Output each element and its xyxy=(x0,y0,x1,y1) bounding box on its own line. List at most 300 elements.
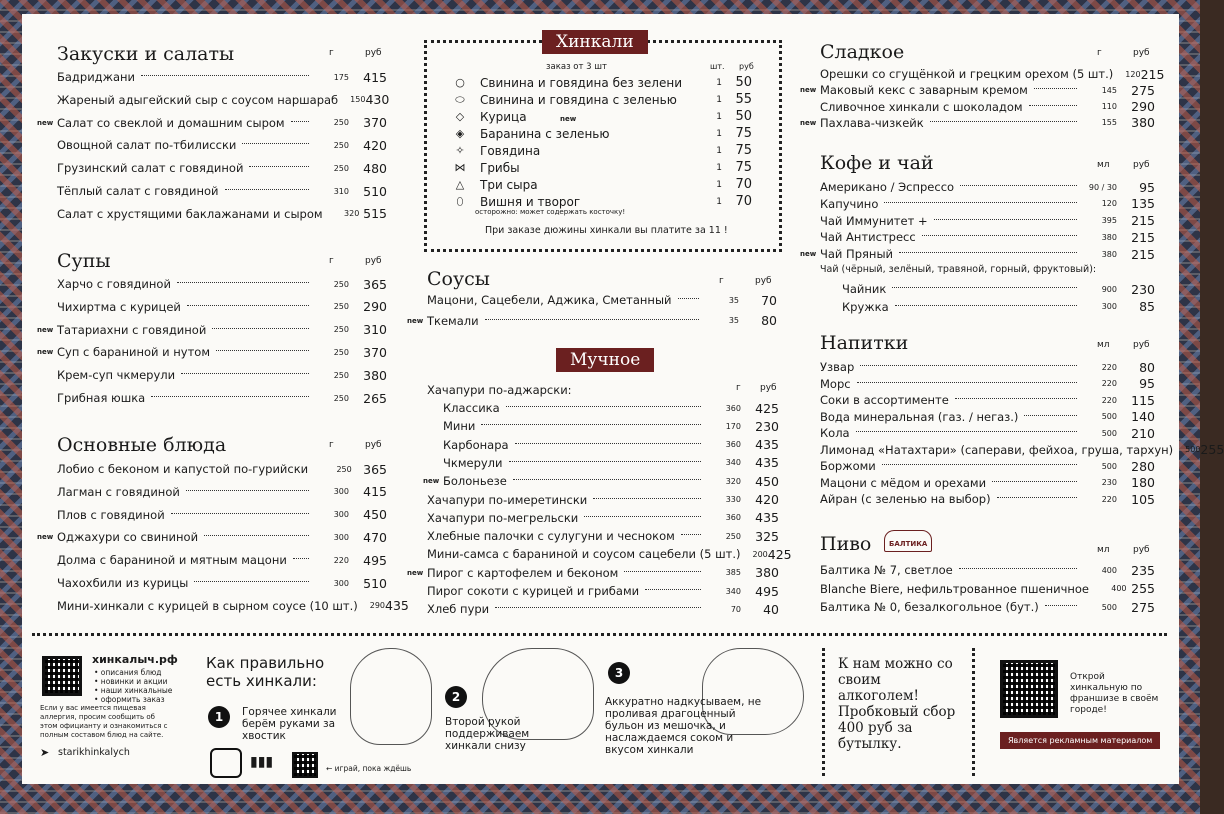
item-name: Три сыра xyxy=(480,177,538,192)
new-badge: new xyxy=(800,118,817,127)
item-weight: 220 xyxy=(1101,362,1117,372)
item-price: 435 xyxy=(755,510,779,526)
item-weight: 175 xyxy=(333,72,349,82)
item-weight: 220 xyxy=(1101,395,1117,405)
item-weight: 120 xyxy=(1101,199,1117,209)
new-badge: new xyxy=(37,348,54,357)
khinkali-shape-icon: ✧ xyxy=(455,144,465,157)
khinkali-warning: осторожно: может содержать косточку! xyxy=(475,208,626,216)
item-price: 70 xyxy=(735,177,752,192)
item-qty: 1 xyxy=(716,145,722,156)
item-name: Баранина с зеленью xyxy=(480,126,610,141)
game-note: ← играй, пока ждёшь xyxy=(326,764,412,773)
item-name: Суп с бараниной и нутом xyxy=(57,345,211,360)
item-name: Кола xyxy=(820,426,850,440)
item-weight: 395 xyxy=(1101,216,1117,226)
item-price: 85 xyxy=(1139,299,1155,314)
item-price: 365 xyxy=(363,276,387,292)
sousy-title: Соусы xyxy=(427,268,490,290)
dot-leader xyxy=(485,318,699,320)
dot-leader xyxy=(922,234,1077,236)
sousy-item xyxy=(427,291,777,309)
item-name: Соки в ассортименте xyxy=(820,393,949,407)
item-price: 480 xyxy=(363,160,387,176)
item-weight: 110 xyxy=(1101,102,1117,112)
item-price: 435 xyxy=(385,598,409,614)
item-weight: 250 xyxy=(333,325,349,335)
unit-label: г xyxy=(329,48,334,58)
muchnoe-sub-item xyxy=(443,417,779,435)
item-price: 290 xyxy=(363,299,387,315)
item-name: Болоньезе xyxy=(443,474,507,489)
item-price: 425 xyxy=(767,546,792,562)
item-price: 80 xyxy=(761,313,777,328)
item-price: 510 xyxy=(363,575,387,591)
item-price: 75 xyxy=(735,160,752,175)
ad-disclaimer: Является рекламным материалом xyxy=(1000,732,1160,749)
item-price: 210 xyxy=(1131,425,1155,441)
tea-note: Чай (чёрный, зелёный, травяной, горный, фруктовый): xyxy=(820,263,1097,275)
item-weight: 230 xyxy=(1101,478,1117,487)
item-weight: 220 xyxy=(333,555,349,565)
kofe-item xyxy=(820,195,1155,213)
dot-leader xyxy=(181,372,309,374)
unit-label: мл xyxy=(1097,545,1110,555)
dot-leader xyxy=(194,580,309,582)
item-name: Ткемали xyxy=(427,313,479,328)
new-badge: new xyxy=(37,118,54,127)
zakuski-item xyxy=(57,68,387,86)
dot-leader xyxy=(899,251,1077,253)
item-weight: 300 xyxy=(333,532,349,542)
site-feature-item: • новинки и акции xyxy=(94,677,168,686)
tea-item xyxy=(842,298,1155,316)
item-weight: 300 xyxy=(333,578,349,588)
item-price: 430 xyxy=(365,92,390,108)
dot-leader xyxy=(1034,87,1077,89)
item-weight: 90 / 30 xyxy=(1088,182,1117,192)
item-name: Мини-самса с бараниной и соусом сацебели (5 шт.) xyxy=(427,547,741,562)
dot-leader xyxy=(495,606,701,608)
item-name: Хлеб пури xyxy=(427,602,490,617)
dot-leader xyxy=(509,460,701,462)
unit-label: руб xyxy=(1133,340,1150,350)
item-name: Балтика № 0, безалкогольное (бут.) xyxy=(820,600,1039,614)
khinkali-shape-icon: △ xyxy=(455,178,465,191)
item-price: 415 xyxy=(363,484,387,500)
dot-leader xyxy=(1024,414,1077,416)
khinkali-item xyxy=(452,74,752,91)
muchnoe-sub-item xyxy=(443,472,779,490)
step-3-badge: 3 xyxy=(608,662,630,684)
item-name: Хачапури по-мегрельски xyxy=(427,510,579,525)
item-name: Говядина xyxy=(480,143,541,158)
zakuski-item xyxy=(57,114,387,132)
item-price: 495 xyxy=(755,583,779,599)
dot-leader xyxy=(1045,604,1077,606)
dot-leader xyxy=(1029,104,1077,106)
unit-label: руб xyxy=(365,48,382,58)
item-price: 325 xyxy=(755,528,779,544)
how-to-eat-title: Как правильно есть хинкали: xyxy=(206,654,325,690)
kofe-item xyxy=(820,212,1155,230)
sladkoe-item xyxy=(820,114,1155,132)
item-qty: 1 xyxy=(716,111,722,122)
item-name: Мини-хинкали с курицей в сырном соусе (10 шт.) xyxy=(57,598,358,613)
item-weight: 300 xyxy=(333,487,349,497)
item-price: 215 xyxy=(1131,229,1155,245)
item-weight: 310 xyxy=(333,186,349,196)
item-weight: 250 xyxy=(333,347,349,357)
dot-leader xyxy=(177,281,309,283)
item-weight: 500 xyxy=(1185,445,1201,454)
muchnoe-title: Мучное xyxy=(556,348,654,372)
item-weight: 340 xyxy=(725,586,741,596)
osnovnye-item xyxy=(57,483,387,501)
item-price: 255 xyxy=(1131,581,1155,596)
khinkali-title: Хинкали xyxy=(542,30,648,54)
muchnoe-item xyxy=(427,545,792,563)
khinkali-item xyxy=(452,91,752,108)
item-price: 215 xyxy=(1131,213,1155,229)
dot-leader xyxy=(960,184,1077,186)
dot-leader xyxy=(930,120,1077,122)
item-name: Харчо с говядиной xyxy=(57,277,171,291)
new-badge: new xyxy=(407,316,424,325)
item-weight: 900 xyxy=(1101,284,1117,294)
item-weight: 320 xyxy=(725,476,741,486)
item-name: Тёплый салат с говядиной xyxy=(57,184,219,198)
baltika-logo: БАЛТИКА xyxy=(884,530,932,552)
osnovnye-item xyxy=(57,574,387,592)
dot-leader xyxy=(249,165,309,167)
dot-leader xyxy=(895,304,1077,306)
item-price: 450 xyxy=(755,473,779,489)
item-price: 180 xyxy=(1131,475,1155,490)
zakuski-item xyxy=(57,136,387,154)
item-weight: 290 xyxy=(369,601,386,611)
item-price: 75 xyxy=(735,143,752,158)
item-price: 135 xyxy=(1131,196,1155,212)
game-qr-code[interactable] xyxy=(292,752,318,778)
item-weight: 70 xyxy=(730,604,741,614)
item-name: Чихиртма с курицей xyxy=(57,299,181,314)
item-price: 275 xyxy=(1131,599,1155,615)
pivo-title: Пиво xyxy=(820,533,872,555)
dot-leader xyxy=(515,442,701,444)
item-weight: 250 xyxy=(333,302,349,312)
khinkali-shape-icon: ◇ xyxy=(455,110,465,123)
supy-item xyxy=(57,343,387,361)
item-name: Свинина и говядина без зелени xyxy=(480,75,683,90)
item-qty: 1 xyxy=(716,162,722,173)
napitki-item xyxy=(820,490,1155,508)
item-name: Лимонад «Натахтари» (саперави, фейхоа, груша, тархун) xyxy=(820,442,1174,457)
kofe-item xyxy=(820,178,1155,196)
item-price: 420 xyxy=(363,137,387,153)
new-badge: new xyxy=(423,477,440,486)
item-price: 265 xyxy=(363,390,387,406)
dot-leader xyxy=(955,397,1077,399)
item-weight: 145 xyxy=(1101,85,1117,95)
sladkoe-item xyxy=(820,81,1155,99)
telegram-link[interactable]: starikhinkalych xyxy=(58,747,130,758)
khinkali-shape-icon: ⬭ xyxy=(455,92,465,106)
supy-title: Супы xyxy=(57,250,111,272)
khinkali-item xyxy=(452,159,752,176)
dot-leader xyxy=(997,496,1077,498)
supy-item xyxy=(57,321,387,339)
item-name: Вода минеральная (газ. / негаз.) xyxy=(820,409,1019,424)
dot-leader xyxy=(857,381,1077,383)
dot-leader xyxy=(884,201,1077,203)
muchnoe-item xyxy=(427,491,779,509)
item-name: Чкмерули xyxy=(443,455,503,470)
dot-leader xyxy=(678,297,700,299)
napitki-title: Напитки xyxy=(820,332,909,354)
item-name: Вишня и творог xyxy=(480,194,581,209)
site-link[interactable]: хинкалыч.рф xyxy=(92,653,178,666)
item-weight: 170 xyxy=(725,421,741,431)
osnovnye-item xyxy=(57,460,387,478)
dot-leader xyxy=(187,304,309,306)
item-name: Балтика № 7, светлое xyxy=(820,563,953,577)
item-name: Крем-суп чкмерули xyxy=(57,368,176,383)
item-weight: 340 xyxy=(725,458,741,468)
item-price: 55 xyxy=(735,92,752,107)
item-weight: 220 xyxy=(1101,494,1117,504)
dot-leader xyxy=(481,423,701,425)
item-price: 290 xyxy=(1131,99,1155,115)
new-badge: new xyxy=(37,533,54,542)
item-name: Чахохбили из курицы xyxy=(57,576,189,590)
item-weight: 500 xyxy=(1101,461,1117,471)
zakuski-item xyxy=(57,205,387,223)
osnovnye-item xyxy=(57,597,409,615)
napitki-item xyxy=(820,408,1155,426)
napitki-item xyxy=(820,424,1155,442)
item-price: 230 xyxy=(1131,281,1155,297)
dot-leader xyxy=(293,557,309,559)
item-price: 425 xyxy=(755,400,779,416)
item-weight: 385 xyxy=(725,568,741,578)
item-name: Салат со свеклой и домашним сыром xyxy=(57,115,285,130)
step-3-text: Аккуратно надкусываем, не проливая драгоценный бульон из мешочка, и наслаждаемся соком и вкусом хинкали xyxy=(605,696,762,756)
item-price: 80 xyxy=(1139,359,1155,375)
item-weight: 300 xyxy=(1101,302,1117,311)
item-weight: 300 xyxy=(333,510,349,520)
item-price: 450 xyxy=(363,507,387,523)
item-price: 380 xyxy=(755,565,779,581)
item-price: 365 xyxy=(363,461,387,477)
supy-item xyxy=(57,298,387,316)
robot-icon xyxy=(210,748,242,778)
item-price: 470 xyxy=(363,529,387,545)
item-weight: 500 xyxy=(1101,428,1117,438)
item-weight: 320 xyxy=(344,209,360,219)
khinkali-item xyxy=(452,142,752,159)
item-name: Чай Антистресс xyxy=(820,230,916,245)
item-weight: 155 xyxy=(1101,118,1117,128)
item-price: 255 xyxy=(1200,442,1224,457)
dot-leader xyxy=(513,478,701,480)
pivo-item xyxy=(820,580,1155,598)
item-weight: 250 xyxy=(333,279,349,289)
dot-leader xyxy=(584,515,701,517)
dot-leader xyxy=(141,74,309,76)
site-feature-item: • наши хинкальные xyxy=(94,686,173,695)
item-name: Мацони с мёдом и орехами xyxy=(820,475,987,490)
item-name: Салат с хрустящими баклажанами и сыром xyxy=(57,206,323,221)
dot-leader xyxy=(204,534,309,536)
kofe-item xyxy=(820,228,1155,246)
item-name: Мини xyxy=(443,419,476,434)
unit-label: руб xyxy=(1133,48,1150,58)
napitki-item xyxy=(820,441,1224,459)
pivo-item xyxy=(820,598,1155,616)
item-weight: 35 xyxy=(728,316,739,325)
info-footer xyxy=(32,633,1167,781)
telegram-icon: ➤ xyxy=(40,746,50,759)
unit-label: г xyxy=(736,383,741,393)
muchnoe-item xyxy=(427,564,779,582)
kofe-title: Кофе и чай xyxy=(820,152,934,174)
khinkali-shape-icon: ◈ xyxy=(455,127,465,140)
dot-leader xyxy=(212,327,309,329)
item-price: 95 xyxy=(1139,376,1155,391)
khinkali-item xyxy=(452,108,752,125)
franchise-qr-code[interactable] xyxy=(1000,660,1058,718)
khinkali-item xyxy=(452,125,752,142)
dot-leader xyxy=(171,512,309,514)
item-weight: 250 xyxy=(333,370,349,380)
item-weight: 150 xyxy=(350,95,366,105)
item-weight: 250 xyxy=(725,531,741,541)
item-name: Свинина и говядина с зеленью xyxy=(480,92,677,107)
item-price: 275 xyxy=(1131,82,1155,98)
unit-label: г xyxy=(329,256,334,266)
item-price: 230 xyxy=(755,418,779,434)
item-name: Жареный адыгейский сыр с соусом наршараб xyxy=(57,92,339,107)
item-price: 105 xyxy=(1131,491,1155,507)
dot-leader xyxy=(856,430,1077,432)
khinkali-order-note: заказ от 3 шт xyxy=(546,62,607,72)
dot-leader xyxy=(216,349,309,351)
game-controllers-icon: ▮▮▮ xyxy=(250,754,274,770)
item-name: Мацони, Сацебели, Аджика, Сметанный xyxy=(427,293,672,307)
item-name: Сливочное хинкали с шоколадом xyxy=(820,99,1023,114)
unit-label: руб xyxy=(1133,160,1150,170)
dot-leader xyxy=(242,142,309,144)
dot-leader xyxy=(291,120,309,122)
item-name: Оджахури со свининой xyxy=(57,530,199,545)
item-weight: 380 xyxy=(1101,232,1117,242)
item-name: Бадриджани xyxy=(57,70,136,84)
napitki-item xyxy=(820,474,1155,492)
supy-item xyxy=(57,389,387,407)
item-price: 70 xyxy=(761,292,777,308)
napitki-item xyxy=(820,375,1155,393)
item-price: 510 xyxy=(363,183,387,199)
muchnoe-item xyxy=(427,509,779,527)
item-price: 515 xyxy=(363,206,387,222)
hand-dumpling-illustration xyxy=(350,648,432,745)
item-name: Кружка xyxy=(842,299,889,314)
osnovnye-item xyxy=(57,506,387,524)
item-qty: 1 xyxy=(716,196,722,207)
item-price: 50 xyxy=(735,109,752,124)
item-price: 370 xyxy=(363,344,387,360)
item-price: 380 xyxy=(363,367,387,383)
unit-label: руб xyxy=(365,256,382,266)
unit-label: руб xyxy=(755,276,772,286)
site-feature-item: • оформить заказ xyxy=(94,695,165,704)
item-price: 370 xyxy=(363,115,387,131)
item-weight: 120 xyxy=(1125,69,1141,79)
muchnoe-sub-item xyxy=(443,436,779,454)
item-weight: 360 xyxy=(725,513,741,523)
item-name: Классика xyxy=(443,401,500,415)
item-name: Хлебные палочки с сулугуни и чесноком xyxy=(427,529,675,544)
muchnoe-item xyxy=(427,527,779,545)
item-name: Лобио с беконом и капустой по-гурийски xyxy=(57,462,309,476)
napitki-item xyxy=(820,358,1155,376)
item-name: Грибная юшка xyxy=(57,391,146,405)
item-weight: 35 xyxy=(728,295,739,305)
new-badge: new xyxy=(560,115,577,123)
item-price: 420 xyxy=(755,492,779,507)
item-name: Карбонара xyxy=(443,437,509,452)
unit-label: г xyxy=(1097,48,1102,58)
item-name: Орешки со сгущёнкой и грецким орехом (5 шт.) xyxy=(820,67,1114,81)
dot-leader xyxy=(992,480,1077,482)
site-qr-code xyxy=(42,656,82,696)
item-name: Американо / Эспрессо xyxy=(820,180,955,194)
item-name: Курица xyxy=(480,109,527,124)
item-name: Плов с говядиной xyxy=(57,507,165,522)
unit-label: мл xyxy=(1097,160,1110,170)
osnovnye-item xyxy=(57,528,387,546)
dot-leader xyxy=(624,570,701,572)
item-name: Пахлава-чизкейк xyxy=(820,115,924,130)
sousy-item xyxy=(427,312,777,330)
dot-leader xyxy=(645,588,701,590)
item-price: 235 xyxy=(1131,562,1155,578)
supy-item xyxy=(57,275,387,293)
zakuski-title: Закуски и салаты xyxy=(57,43,235,65)
item-name: Чай Иммунитет + xyxy=(820,213,928,228)
pivo-item xyxy=(820,561,1155,579)
item-price: 280 xyxy=(1131,458,1155,474)
muchnoe-sub-item xyxy=(443,399,779,417)
item-price: 495 xyxy=(363,552,387,568)
item-name: Долма с бараниной и мятным мацони xyxy=(57,553,287,568)
item-weight: 250 xyxy=(333,393,349,403)
item-weight: 250 xyxy=(333,118,349,128)
new-badge: new xyxy=(37,325,54,334)
item-weight: 360 xyxy=(725,440,741,450)
item-price: 40 xyxy=(763,601,779,617)
item-price: 95 xyxy=(1139,179,1155,195)
zakuski-item xyxy=(57,182,387,200)
khinkali-shape-icon: ⋈ xyxy=(454,161,466,174)
item-price: 310 xyxy=(363,322,387,338)
dot-leader xyxy=(882,463,1077,465)
item-qty: 1 xyxy=(716,77,722,88)
unit-label: г xyxy=(719,276,724,286)
dot-leader xyxy=(186,489,309,491)
supy-item xyxy=(57,366,387,384)
